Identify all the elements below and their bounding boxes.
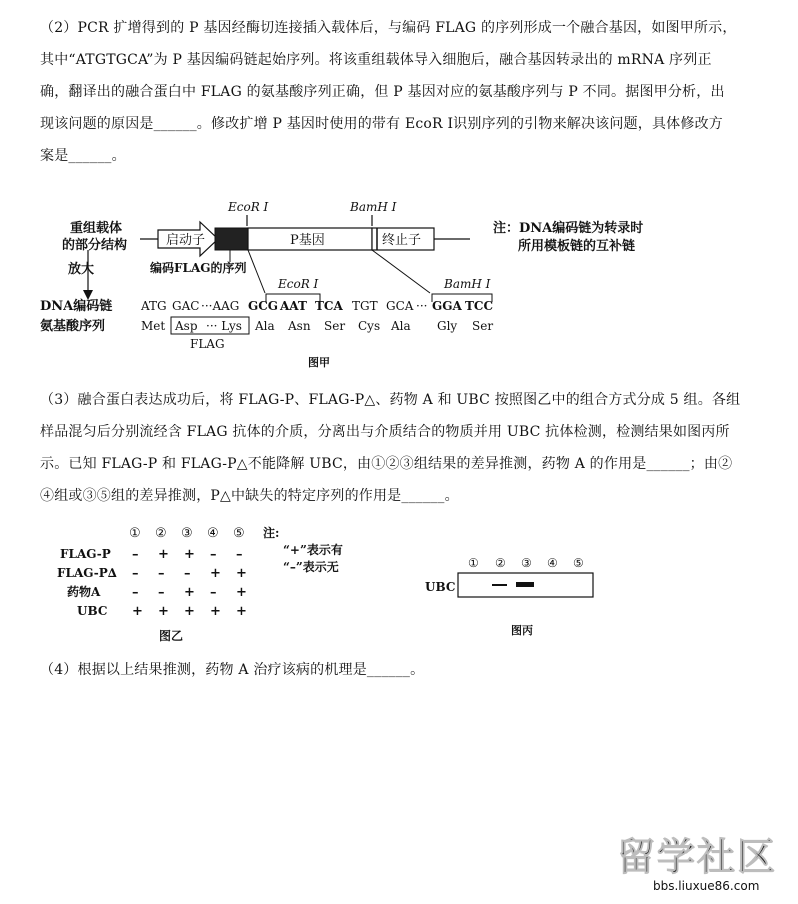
yi-sign-r4-c5: + xyxy=(236,604,247,619)
zoom-line-left xyxy=(248,250,265,293)
yi-sign-r4-c1: + xyxy=(132,604,143,619)
aa-6: Ser xyxy=(324,319,346,333)
p-gene-label: P基因 xyxy=(290,233,325,248)
aa-4: Ala xyxy=(255,319,275,333)
figure-bing-caption: 图丙 xyxy=(511,624,533,637)
yi-row-label-4: UBC xyxy=(77,604,108,618)
aa-3: ··· Lys xyxy=(206,319,242,333)
site-watermark xyxy=(613,828,788,898)
ecori-label-bottom: EcoR I xyxy=(278,277,319,291)
dna-codon-2: GAC xyxy=(172,299,200,313)
figure-yi xyxy=(55,520,375,650)
bing-ubc-label: UBC xyxy=(425,580,456,594)
yi-sign-r1-c1: – xyxy=(132,547,139,562)
yi-note-minus: “–”表示无 xyxy=(283,560,339,574)
figure-yi-caption: 图乙 xyxy=(159,629,184,643)
yi-sign-r1-c4: – xyxy=(210,547,217,562)
promoter-label: 启动子 xyxy=(166,233,206,248)
flag-seq-label: 编码FLAG的序列 xyxy=(150,261,247,275)
flag-label: FLAG xyxy=(190,337,225,351)
bing-group-2: ② xyxy=(495,556,506,570)
zoom-line-right xyxy=(372,250,430,293)
dna-codon-11: TCC xyxy=(465,299,494,313)
enlarge-label: 放大 xyxy=(68,262,95,277)
yi-group-5: ⑤ xyxy=(233,526,245,541)
figure-jia xyxy=(40,190,760,380)
q2-line-1: （2）PCR 扩增得到的 P 基因经酶切连接插入载体后，与编码 FLAG 的序列形成一个融合基因，如图甲所示， xyxy=(40,20,737,36)
bing-group-4: ④ xyxy=(547,556,558,570)
terminator-label: 终止子 xyxy=(382,233,422,248)
yi-sign-r3-c3: + xyxy=(184,585,195,600)
yi-row-label-3: 药物A xyxy=(67,585,101,599)
yi-sign-r2-c5: + xyxy=(236,566,247,581)
yi-sign-r4-c2: + xyxy=(158,604,169,619)
band-lane-2 xyxy=(492,584,507,586)
question-2 xyxy=(40,12,765,172)
q4-line: （4）根据以上结果推测，药物 A 治疗该病的机理是______。 xyxy=(40,662,425,678)
yi-group-headers xyxy=(129,526,245,541)
dna-codon-1: ATG xyxy=(141,299,167,313)
yi-group-1: ① xyxy=(129,526,141,541)
vector-label-1: 重组载体 xyxy=(70,221,123,236)
q2-line-4: 现该问题的原因是______。修改扩增 P 基因时使用的带有 EcoR Ⅰ识别序列的引物来解决该问题，具体修改方 xyxy=(40,116,723,132)
aa-10: Ser xyxy=(472,319,494,333)
yi-sign-r1-c3: + xyxy=(184,547,195,562)
dna-row-label: DNA编码链 xyxy=(40,299,113,314)
yi-row-label-1: FLAG-P xyxy=(60,547,111,561)
aa-5: Asn xyxy=(288,319,311,333)
dna-codon-9: ··· xyxy=(416,299,428,313)
question-4 xyxy=(40,654,765,686)
ecori-label-top: EcoR I xyxy=(228,200,269,214)
aa-7: Cys xyxy=(358,319,381,333)
yi-sign-r3-c2: – xyxy=(158,585,165,600)
aa-2: Asp xyxy=(175,319,198,333)
aa-8: Ala xyxy=(391,319,411,333)
yi-sign-r4-c3: + xyxy=(184,604,195,619)
flag-block xyxy=(215,228,248,250)
yi-sign-r2-c4: + xyxy=(210,566,221,581)
dna-codon-6: TCA xyxy=(315,299,343,313)
yi-sign-r4-c4: + xyxy=(210,604,221,619)
bing-group-1: ① xyxy=(468,556,479,570)
yi-row-label-2: FLAG-P∆ xyxy=(57,566,117,580)
bing-group-5: ⑤ xyxy=(573,556,584,570)
band-lane-3 xyxy=(516,582,534,587)
yi-group-2: ② xyxy=(155,526,167,541)
dna-codon-8: GCA xyxy=(386,299,414,313)
yi-sign-r2-c1: – xyxy=(132,566,139,581)
bamhi-label-top: BamH I xyxy=(350,200,397,214)
yi-sign-r2-c3: – xyxy=(184,566,191,581)
yi-sign-r1-c2: + xyxy=(158,547,169,562)
dna-codon-4: GCG xyxy=(248,299,279,313)
dna-codon-10: GGA xyxy=(432,299,462,313)
q3-line-1: （3）融合蛋白表达成功后，将 FLAG-P、FLAG-P△、药物 A 和 UBC 按照图乙中的组合方式分成 5 组。各组 xyxy=(40,392,741,408)
q3-line-4: ④组或③⑤组的差异推测，P△中缺失的特定序列的作用是______。 xyxy=(40,488,459,504)
note-line-1: 注：DNA编码链为转录时 xyxy=(493,221,644,236)
yi-note-plus: “+”表示有 xyxy=(283,543,343,557)
yi-group-4: ④ xyxy=(207,526,219,541)
yi-sign-r3-c5: + xyxy=(236,585,247,600)
q3-line-3: 示。已知 FLAG-P 和 FLAG-P△不能降解 UBC，由①②③组结果的差异推测，药物 A 的作用是______；由② xyxy=(40,456,733,472)
aa-1: Met xyxy=(141,319,166,333)
yi-sign-r2-c2: – xyxy=(158,566,165,581)
yi-sign-r1-c5: – xyxy=(236,547,243,562)
q2-line-3: 确，翻译出的融合蛋白中 FLAG 的氨基酸序列正确，但 P 基因对应的氨基酸序列与 P 不同。据图甲分析，出 xyxy=(40,84,725,100)
dna-codon-5: AAT xyxy=(280,299,307,313)
watermark-url: bbs.liuxue86.com xyxy=(653,879,760,893)
figure-jia-caption: 图甲 xyxy=(308,356,330,369)
dna-codon-7: TGT xyxy=(352,299,378,313)
bamhi-label-bottom: BamH I xyxy=(444,277,491,291)
vector-label-2: 的部分结构 xyxy=(62,238,128,253)
yi-group-3: ③ xyxy=(181,526,193,541)
q3-line-2: 样品混匀后分别流经含 FLAG 抗体的介质，分离出与介质结合的物质并用 UBC 抗体检测，检测结果如图丙所 xyxy=(40,424,730,440)
note-line-2: 所用模板链的互补链 xyxy=(518,239,636,254)
figure-bing xyxy=(425,548,605,640)
yi-sign-r3-c1: – xyxy=(132,585,139,600)
aa-9: Gly xyxy=(437,319,458,333)
q2-line-2: 其中“ATGTGCA”为 P 基因编码链起始序列。将该重组载体导入细胞后，融合基因转录出的 mRNA 序列正 xyxy=(40,52,712,68)
yi-sign-r3-c4: – xyxy=(210,585,217,600)
question-3 xyxy=(40,384,765,512)
yi-note-title: 注: xyxy=(263,526,280,540)
watermark-brand: 留学社区 xyxy=(617,834,778,879)
bing-group-3: ③ xyxy=(521,556,532,570)
dna-codon-3: ···AAG xyxy=(201,299,240,313)
q2-line-5: 案是______。 xyxy=(40,148,126,164)
aa-row-label: 氨基酸序列 xyxy=(40,319,106,334)
